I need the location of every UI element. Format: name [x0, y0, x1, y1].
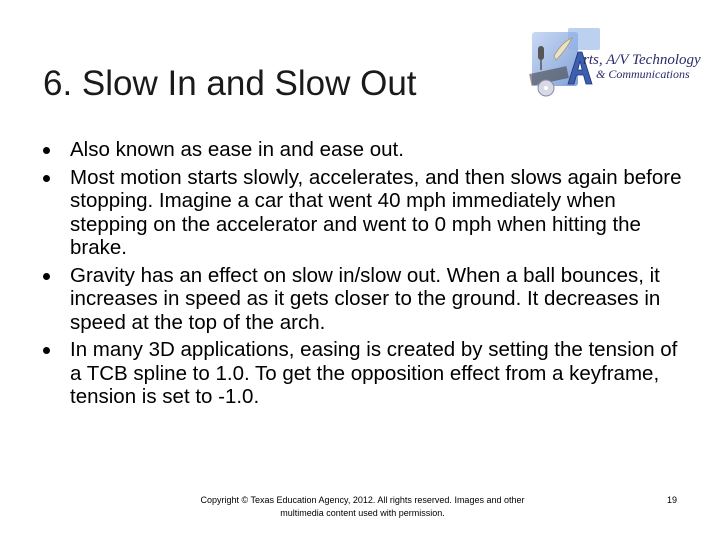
logo-line1: rts, A/V Technology: [583, 52, 701, 68]
bullet-item: [42, 138, 682, 162]
bullet-item: [42, 338, 682, 409]
bullet-dot-icon: [43, 175, 50, 182]
bullet-text: Also known as ease in and ease out.: [70, 138, 404, 161]
arts-av-technology-logo: [528, 26, 704, 100]
bullet-text: Gravity has an effect on slow in/slow out. When a ball bounces, it increases in speed as it gets closer to the ground. It decreases in speed at the top of the arch.: [70, 263, 661, 334]
bullet-item: [42, 264, 682, 335]
bullet-list: [42, 138, 682, 413]
bullet-item: [42, 166, 682, 260]
bullet-dot-icon: [43, 347, 50, 354]
bullet-text: In many 3D applications, easing is created by setting the tension of a TCB spline to 1.0. To get the opposition effect from a keyframe, tension is set to -1.0.: [70, 338, 678, 408]
slide-title: 6. Slow In and Slow Out: [43, 64, 417, 103]
bullet-dot-icon: [43, 147, 50, 154]
logo-line2: & Communications: [596, 67, 690, 81]
page-number: 19: [666, 495, 677, 505]
bullet-text: Most motion starts slowly, accelerates, and then slows again before stopping. Imagine a car that went 40 mph immediately when stepping on the accelerator and went to 0 mph when hitting the brake.: [70, 165, 682, 259]
bullet-dot-icon: [43, 273, 50, 280]
footer-copyright: Copyright © Texas Education Agency, 2012. All rights reserved. Images and other multimedia content used with permission.: [200, 495, 525, 518]
